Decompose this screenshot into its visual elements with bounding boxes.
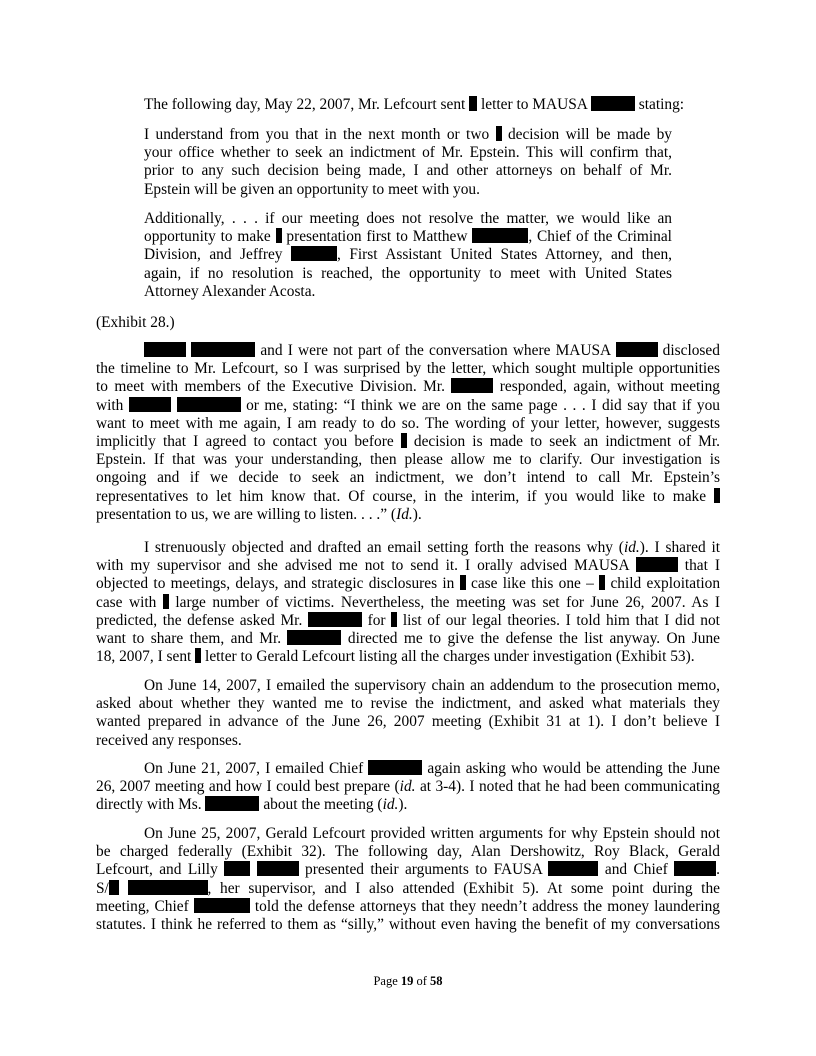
quote2-line-4: again, if no resolution is reached, the opportunity to meet with United States <box>144 264 672 282</box>
para1-line-5: want to meet with me again, I am ready to do so. The wording of your letter, however, suggests <box>96 414 720 432</box>
para4-line-2 <box>96 778 720 796</box>
quote2-line-1: Additionally, . . . if our meeting does not resolve the matter, we would like an <box>144 210 672 227</box>
para2-text: list of our legal theories. I told him that I did not <box>402 611 720 629</box>
quote2-text: , Chief of the Criminal <box>528 228 672 246</box>
redaction-box <box>308 612 362 627</box>
redaction-box <box>276 228 282 243</box>
redaction-box <box>129 397 171 412</box>
redaction-box <box>163 594 169 609</box>
para1-line-6 <box>96 433 720 451</box>
lead-text-3: stating: <box>638 96 685 113</box>
redaction-box <box>469 96 477 111</box>
para5-text: . <box>716 861 720 879</box>
para1-line-7: Epstein. If that was your understanding, then please allow me to clarify. Our investigation is <box>96 451 720 469</box>
paragraph-4 <box>96 760 720 815</box>
redaction-box <box>496 126 502 141</box>
redaction-box <box>194 898 250 913</box>
para3-line-3: wanted prepared in advance of the June 26, 2007 meeting (Exhibit 31 at 1). I don’t believe I <box>96 713 720 731</box>
quote1-text: I understand from you that in the next month or two <box>144 126 490 143</box>
redaction-box <box>177 397 241 412</box>
para2-text: for <box>367 611 386 629</box>
para5-line-3 <box>96 861 720 879</box>
para1-text: with <box>96 396 124 414</box>
para2-citation: id. <box>623 539 640 556</box>
redaction-box <box>599 575 605 590</box>
para5-line-2: be charged federally (Exhibit 32). The following day, Alan Dershowitz, Roy Black, Gerald <box>96 843 720 861</box>
quote1-text: decision will be made by <box>507 126 672 143</box>
para2-text: case with <box>96 593 157 611</box>
para2-text: child exploitation <box>610 575 721 593</box>
para1-line-4 <box>96 397 720 415</box>
para5-text: and Chief <box>604 861 668 879</box>
para2-line-2 <box>96 557 720 575</box>
redaction-box <box>205 796 259 811</box>
para4-citation: id. <box>399 778 416 796</box>
redaction-box <box>291 246 337 261</box>
quote2-text: , First Assistant United States Attorney, and then, <box>337 246 672 264</box>
para1-text: implicitly that I agreed to contact you before <box>96 433 394 451</box>
para3-line-1: On June 14, 2007, I emailed the supervisory chain an addendum to the prosecution memo, <box>144 677 720 694</box>
para1-text: presentation to us, we are willing to listen. . . .” ( <box>96 505 397 523</box>
redaction-box <box>191 342 255 357</box>
para4-text: about the meeting ( <box>263 796 383 814</box>
para5-line-5 <box>96 898 720 916</box>
lead-text-2: letter to MAUSA <box>481 96 588 113</box>
para2-line-6 <box>96 630 720 648</box>
para1-text: to meet with members of the Executive Division. Mr. <box>96 378 445 396</box>
para4-text: again asking who would be attending the June <box>427 760 720 777</box>
para2-text: that I <box>684 557 721 575</box>
para5-text: S/ <box>96 879 109 897</box>
para4-text: directly with Ms. <box>96 796 202 814</box>
para2-line-4 <box>96 594 720 612</box>
para2-text: 18, 2007, I sent <box>96 648 192 666</box>
para3-line-4: received any responses. <box>96 731 242 749</box>
para1-line-9 <box>96 488 720 506</box>
para4-line-1 <box>96 760 720 778</box>
paragraph-3 <box>96 677 720 750</box>
para1-text: ). <box>412 505 422 523</box>
para2-line-5 <box>96 612 720 630</box>
redaction-box <box>548 861 598 876</box>
para1-line-3 <box>96 378 720 396</box>
paragraph-1 <box>96 342 720 524</box>
quote2-text: presentation first to Matthew <box>286 228 468 246</box>
para1-line-2: the timeline to Mr. Lefcourt, so I was surprised by the letter, which sought multiple opportunities <box>96 360 720 378</box>
redaction-box <box>368 760 422 775</box>
footer-page-number: 19 <box>400 974 414 988</box>
para2-text: objected to meetings, delays, and strategic disclosures in <box>96 575 455 593</box>
footer-page-word: Page <box>373 974 398 988</box>
para1-text: decision is made to seek an indictment of Mr. <box>413 433 720 451</box>
para5-text: meeting, Chief <box>96 897 189 915</box>
para4-text: 26, 2007 meeting and how I could best prepare ( <box>96 778 400 796</box>
redaction-box <box>714 488 720 503</box>
para5-line-6: statutes. I think he referred to them as “silly,” without even having the benefit of my conversations <box>96 916 720 934</box>
para5-text: , her supervisor, and I also attended (Exhibit 5). At some point during the <box>207 879 720 897</box>
quote2-line-5: Attorney Alexander Acosta. <box>144 282 316 300</box>
paragraph-2 <box>96 539 720 666</box>
redaction-box <box>460 575 466 590</box>
para5-text: told the defense attorneys that they needn’t address the money laundering <box>254 897 720 915</box>
redaction-box <box>616 342 658 357</box>
para1-citation: Id. <box>396 505 413 523</box>
para1-line-10 <box>96 506 720 524</box>
lead-text-1: The following day, May 22, 2007, Mr. Lefcourt sent <box>144 96 466 113</box>
para2-text: with my supervisor and she advised me not to send it. I orally advised MAUSA <box>96 557 629 575</box>
redaction-box <box>257 861 299 876</box>
para1-text: responded, again, without meeting <box>499 378 720 396</box>
para4-citation: id. <box>382 796 399 814</box>
quote2-text: opportunity to make <box>144 228 271 246</box>
redaction-box <box>128 880 208 895</box>
para3-line-2: asked about whether they wanted me to revise the indictment, and asked what materials they <box>96 695 720 713</box>
redaction-box <box>391 612 397 627</box>
para2-text: want to share them, and Mr. <box>96 630 282 648</box>
lead-paragraph <box>96 96 720 114</box>
para2-text: predicted, the defense asked Mr. <box>96 611 303 629</box>
para4-text: ). <box>398 796 408 814</box>
quote2-line-3 <box>144 246 672 264</box>
redaction-box <box>472 228 528 243</box>
para1-text: and I were not part of the conversation where MAUSA <box>260 342 611 359</box>
quote1-line-4: Epstein will be given an opportunity to meet with you. <box>144 180 480 198</box>
para5-text: Lefcourt, and Lilly <box>96 861 218 879</box>
para2-line-3 <box>96 575 720 593</box>
para4-text: On June 21, 2007, I emailed Chief <box>144 760 364 777</box>
paragraph-5 <box>96 825 720 934</box>
para5-line-1: On June 25, 2007, Gerald Lefcourt provided written arguments for why Epstein should not <box>144 825 720 842</box>
block-quote-1 <box>144 126 672 199</box>
page-footer <box>0 974 816 989</box>
quote2-text: Division, and Jeffrey <box>144 246 283 264</box>
para2-text: ). I shared it <box>639 539 720 556</box>
quote1-line-3: prior to any such decision being made, I and other attorneys on behalf of Mr. <box>144 162 672 180</box>
redaction-box <box>401 433 407 448</box>
quote1-line-1 <box>144 126 672 144</box>
para2-line-1 <box>96 539 720 557</box>
para2-text: letter to Gerald Lefcourt listing all the charges under investigation (Exhibit 53). <box>205 648 695 666</box>
para1-line-1 <box>96 342 720 360</box>
redaction-box <box>224 861 250 876</box>
para1-text: disclosed <box>662 342 720 359</box>
para4-line-3 <box>96 796 720 814</box>
block-quote-2 <box>144 210 672 301</box>
footer-total-pages: 58 <box>430 974 443 988</box>
redaction-box <box>636 557 678 572</box>
para2-text: I strenuously objected and drafted an email setting forth the reasons why ( <box>144 539 624 556</box>
para1-line-8: ongoing and if we decide to seek an indictment, we don’t intend to call Mr. Epstein’s <box>96 469 720 487</box>
redaction-box <box>674 861 716 876</box>
redaction-box <box>591 96 635 111</box>
para5-text: presented their arguments to FAUSA <box>305 861 543 879</box>
footer-of-word: of <box>416 974 427 988</box>
para2-line-7 <box>96 648 720 666</box>
para2-text: large number of victims. Nevertheless, the meeting was set for June 26, 2007. As I <box>175 593 720 611</box>
lead-line <box>96 96 720 114</box>
para2-text: case like this one – <box>470 575 594 593</box>
exhibit-citation <box>96 314 720 332</box>
redaction-box <box>287 630 341 645</box>
redaction-box <box>451 378 493 393</box>
para4-text: at 3-4). I noted that he had been communicating <box>415 778 720 796</box>
quote1-line-2: your office whether to seek an indictment of Mr. Epstein. This will confirm that, <box>144 144 672 162</box>
redaction-box <box>144 342 186 357</box>
para2-text: directed me to give the defense the list anyway. On June <box>347 630 720 648</box>
exhibit-28: (Exhibit 28.) <box>96 314 175 331</box>
para1-text: or me, stating: “I think we are on the same page . . . I did say that if you <box>246 396 720 414</box>
quote2-line-2 <box>144 228 672 246</box>
redaction-box <box>195 648 201 663</box>
para1-text: representatives to let him know that. Of course, in the interim, if you would like to make <box>96 487 707 505</box>
para5-line-4 <box>96 880 720 898</box>
redaction-box <box>109 880 119 895</box>
